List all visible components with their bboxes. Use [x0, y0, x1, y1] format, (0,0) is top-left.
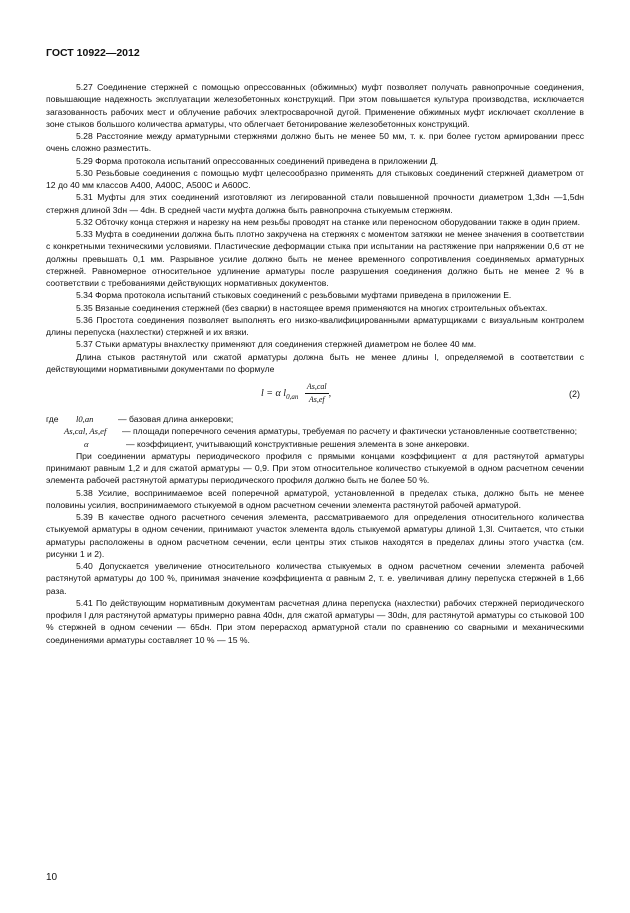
definition-term: As,cal, As,ef: [64, 426, 107, 437]
paragraph: 5.31 Муфты для этих соединений изготовляют из легированной стали повышенной прочности диаметром 1,3dн —1,5dн стержня длиной 3dн — 4dн. В средней части муфта должна быть равнопрочна стыкуемым стержням.: [46, 192, 584, 215]
formula-numerator: As,cal: [305, 381, 329, 394]
paragraph: 5.34 Форма протокола испытаний стыковых соединений с резьбовыми муфтами приведена в приложении Е.: [76, 290, 512, 301]
paragraph: 5.39 В качестве одного расчетного сечения элемента, рассматриваемого для определения относительного количества стыкуемой арматуры в одном сечении, принимают участок элемента вдоль стыкуемой арматуры длиной 1,3l. Считается, что стыки арматуры расположены в одном расчетном сечении, если центры этих стыков находятся в пределах длины этого участка (см. рисунки 1 и 2).: [46, 512, 584, 559]
definitions-list: [46, 413, 584, 450]
definition-term: α: [84, 438, 89, 449]
formula-lhs: l = α l: [261, 388, 287, 400]
definition-text: — коэффициент, учитывающий конструктивные решения элемента в зоне анкеровки.: [126, 438, 470, 449]
definition-row: [46, 413, 584, 425]
formula-denominator: As,ef: [308, 395, 325, 405]
paragraph: Длина стыков растянутой или сжатой арматуры должна быть не менее длины l, определяемой в соответствии с действующими нормативными документами по формуле: [46, 351, 584, 374]
document-header: ГОСТ 10922—2012: [46, 47, 140, 59]
paragraph: 5.35 Вязаные соединения стержней (без сварки) в настоящее время применяются на многих строительных объектах.: [76, 302, 548, 313]
paragraph: 5.30 Резьбовые соединения с помощью муфт целесообразно применять для стыковых соединений стержней диаметром от 12 до 40 мм классов А400, А400С, А500С и А600С.: [46, 167, 584, 190]
paragraph: 5.38 Усилие, воспринимаемое всей поперечной арматурой, установленной в пределах стыка, должно быть не менее половины усилия, воспринимаемого стыкуемой в одном расчетном сечении элемента растянутой рабочей арматурой.: [46, 487, 584, 510]
paragraph: При соединении арматуры периодического профиля с прямыми концами коэффициент α для растянутой арматуры принимают равным 1,2 и для сжатой арматуры — 0,9. При этом относительное количество стыкуемой в одном расчетном сечении элемента рабочей растянутой арматуры периодического профиля должно быть не более 50 %.: [46, 450, 584, 486]
definition-term: l0,an: [76, 414, 94, 424]
equation-number: (2): [569, 389, 580, 399]
paragraph: 5.33 Муфта в соединении должна быть плотно закручена на стержнях с моментом затяжки не менее значения в соответствии с конкретными техническими условиями. Пластические деформации стыка при испытании на растяжение при напряжении 0,6 σт не должны превышать 0,1 мм. Разрывное усилие должно быть не менее временного сопротивления соединяемых арматурных стержней. Равномерное относительное удлинение арматуры после разрушения соединения должно быть не менее 2 % в соответствии с требованиями действующих нормативных документов.: [46, 229, 584, 288]
paragraph: 5.29 Форма протокола испытаний опрессованных соединений приведена в приложении Д.: [76, 155, 439, 166]
definition-row: [46, 438, 584, 450]
paragraph: 5.41 По действующим нормативным документам расчетная длина перепуска (нахлестки) рабочих стержней периодического профиля l для растянутой арматуры примерно равна 40dн, для сжатой арматуры — 30dн, для растянутой арматуры со стыковой 100 % стержней в одном сечении — 65dн. При этом перерасход арматурной стали по сравнению со сварными и механическими соединениями арматуры составляет 10 % — 15 %.: [46, 597, 584, 645]
paragraph: 5.36 Простота соединения позволяет выполнять его низко-квалифицированными арматурщиками с визуальным контролем длины перепуска (нахлестки) стержней и их вязки.: [46, 314, 584, 337]
section-paragraphs-b: [46, 450, 584, 646]
formula-fraction: [305, 381, 329, 407]
definition-text: — площади поперечного сечения арматуры, требуемая по расчету и фактически установленные соответственно;: [122, 426, 578, 437]
page-number: 10: [46, 872, 58, 883]
section-paragraphs-a: [46, 81, 584, 375]
formula-block: [46, 379, 584, 409]
definition-where: где: [46, 414, 59, 424]
paragraph: 5.40 Допускается увеличение относительного количества стыкуемых в одном расчетном сечении элемента рабочей растянутой арматуры до 100 %, принимая значение коэффициента α равным 2, т. е. увеличивая длину перепуска стержней в 1,66 раза.: [46, 561, 584, 596]
paragraph: 5.37 Стыки арматуры внахлестку применяют для соединения стержней диаметром не более 40 мм.: [76, 339, 477, 350]
formula: [261, 381, 331, 407]
paragraph: 5.27 Соединение стержней с помощью опрессованных (обжимных) муфт позволяет получать равнопрочные соединения, повышающие надежность эксплуатации железобетонных конструкций. При этом повышается культура производства, исключается загазованность рабочих мест и облучение рабочих электросварочной дугой. Применение обжимных муфт исключает сколление в зоне стыков большого количества арматуры, что облегчает бетонирование железобетонных конструкций.: [46, 82, 584, 129]
definition-text: — базовая длина анкеровки;: [118, 414, 234, 424]
document-body: [46, 81, 584, 646]
paragraph: 5.32 Обточку конца стержня и нарезку на нем резьбы проводят на станке или переносном оборудовании также в один прием.: [76, 216, 580, 227]
formula-tail: ,: [328, 388, 332, 400]
definition-row: [46, 425, 584, 437]
formula-lhs-sub: 0,an: [286, 393, 299, 402]
paragraph: 5.28 Расстояние между арматурными стержнями должно быть не менее 50 мм, т. к. при более густом армировании пресс очень сложно разместить.: [46, 131, 584, 154]
